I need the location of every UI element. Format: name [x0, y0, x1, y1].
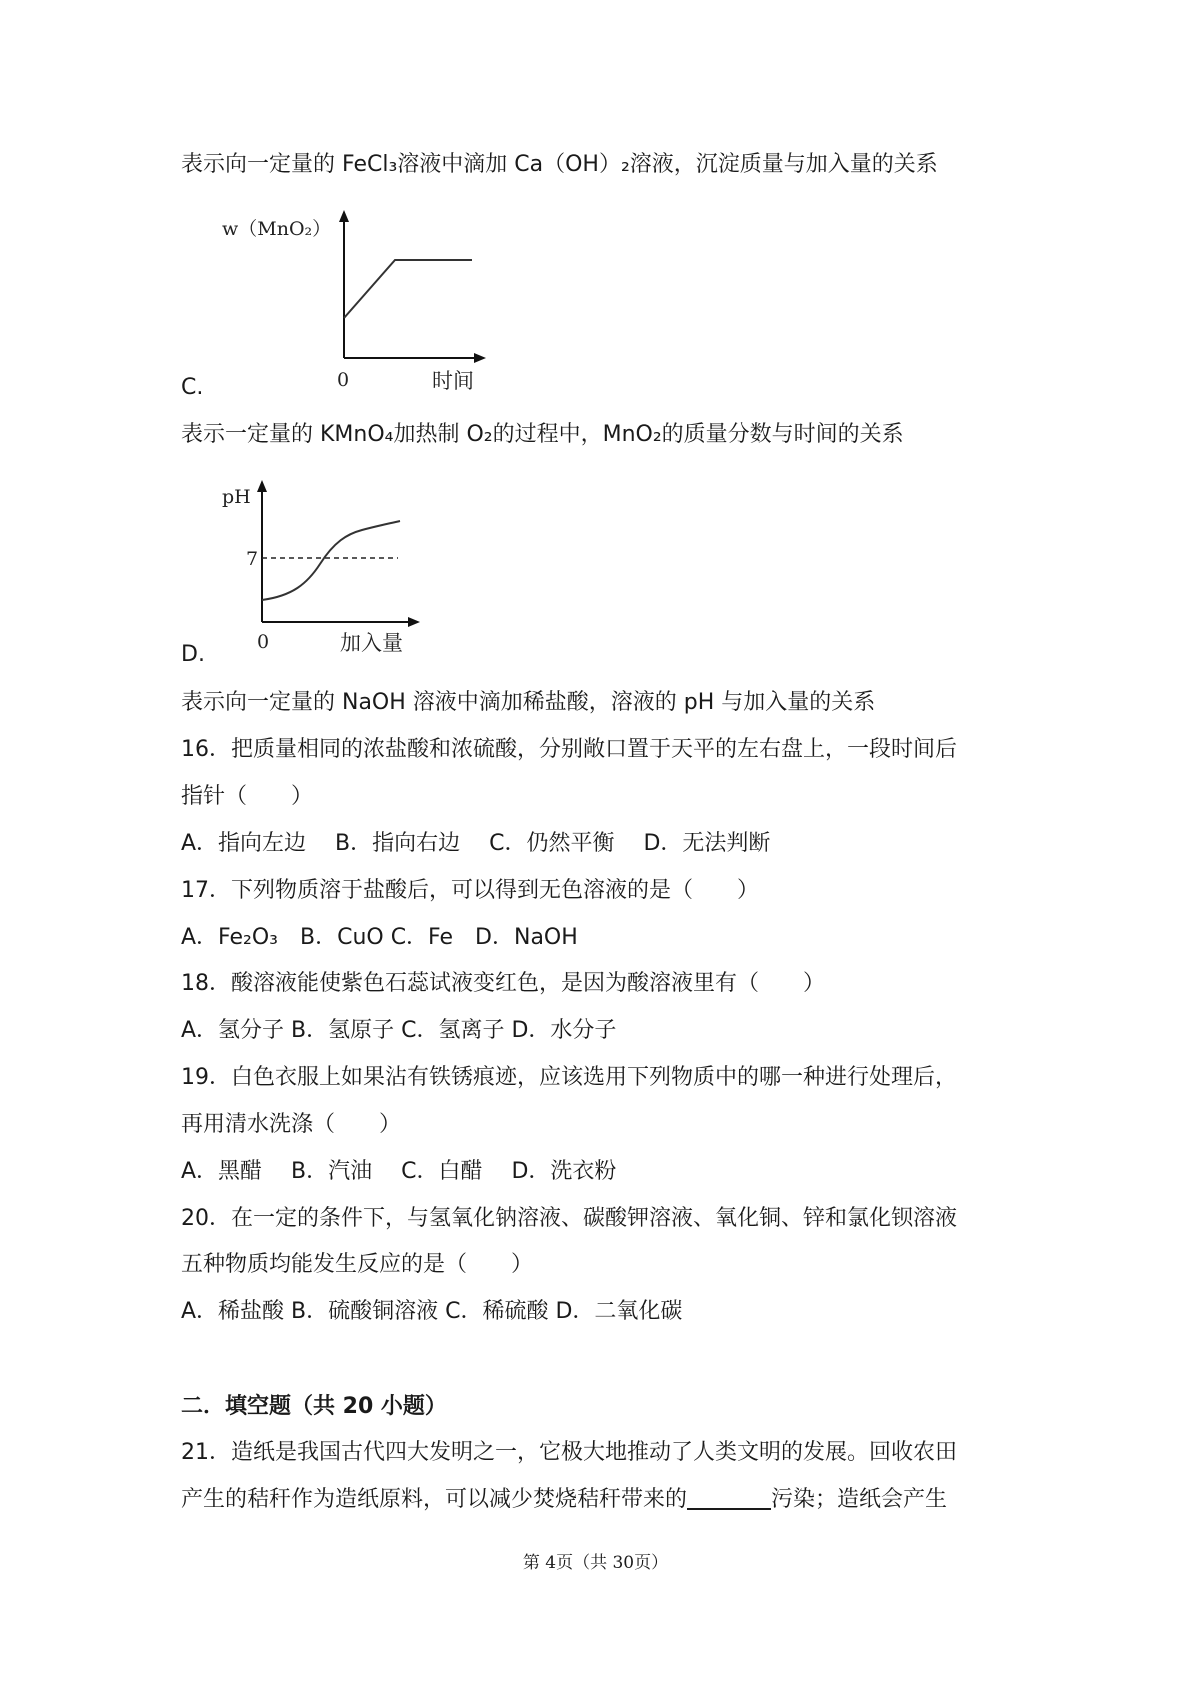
- origin-label: 0: [257, 631, 270, 653]
- text-line: 表示一定量的 KMnO₄加热制 O₂的过程中，MnO₂的质量分数与时间的关系: [181, 422, 904, 447]
- text-line: 表示向一定量的 NaOH 溶液中滴加稀盐酸，溶液的 pH 与加入量的关系: [181, 690, 876, 715]
- x-axis-arrow: [408, 617, 420, 627]
- y-axis-label: w（MnO₂）: [222, 218, 332, 240]
- graph-d: [212, 476, 422, 656]
- question-17-options: A．Fe₂O₃ B．CuO C．Fe D．NaOH: [181, 925, 578, 950]
- question-21-cont: [181, 1485, 947, 1515]
- y-axis-arrow: [339, 210, 349, 222]
- question-18-options: A．氢分子 B．氢原子 C．氢离子 D．水分子: [181, 1018, 617, 1043]
- section-heading: 二．填空题（共 20 小题）: [181, 1394, 447, 1419]
- x-axis-label: 时间: [432, 369, 474, 393]
- answer-blank[interactable]: [687, 1486, 771, 1510]
- question-21-text-b: 污染；造纸会产生: [771, 1487, 948, 1512]
- graph-c-svg: [212, 208, 492, 398]
- question-16: 16．把质量相同的浓盐酸和浓硫酸，分别敞口置于天平的左右盘上，一段时间后: [181, 737, 957, 762]
- origin-label: 0: [337, 369, 350, 391]
- y-axis-label: pH: [222, 486, 251, 508]
- question-19-options: A．黑醋 B．汽油 C．白醋 D．洗衣粉: [181, 1159, 617, 1184]
- ph7-label: 7: [246, 548, 259, 570]
- y-axis-arrow: [257, 480, 267, 492]
- page-footer: 第 4页（共 30页）: [522, 1553, 669, 1573]
- graph-d-svg: [212, 476, 422, 656]
- ph-curve: [262, 521, 400, 600]
- question-19-cont: 再用清水洗涤（ ）: [181, 1112, 402, 1137]
- mno2-curve: [344, 260, 472, 318]
- text-line: 表示向一定量的 FeCl₃溶液中滴加 Ca（OH）₂溶液，沉淀质量与加入量的关系: [181, 152, 938, 177]
- question-21: 21．造纸是我国古代四大发明之一，它极大地推动了人类文明的发展。回收农田: [181, 1440, 957, 1465]
- option-c-label: C.: [181, 375, 204, 400]
- question-20-cont: 五种物质均能发生反应的是（ ）: [181, 1252, 534, 1277]
- question-21-text-a: 产生的秸秆作为造纸原料，可以减少焚烧秸秆带来的: [181, 1487, 688, 1512]
- option-d-label: D.: [181, 642, 205, 667]
- question-20-options: A．稀盐酸 B．硫酸铜溶液 C．稀硫酸 D．二氧化碳: [181, 1299, 683, 1324]
- x-axis-label: 加入量: [340, 631, 403, 655]
- question-16-cont: 指针（ ）: [181, 784, 314, 809]
- question-18: 18．酸溶液能使紫色石蕊试液变红色，是因为酸溶液里有（ ）: [181, 971, 825, 996]
- question-16-options: A．指向左边 B．指向右边 C．仍然平衡 D．无法判断: [181, 831, 771, 856]
- question-17: 17．下列物质溶于盐酸后，可以得到无色溶液的是（ ）: [181, 878, 759, 903]
- question-20: 20．在一定的条件下，与氢氧化钠溶液、碳酸钾溶液、氧化铜、锌和氯化钡溶液: [181, 1206, 957, 1231]
- graph-c: [212, 208, 492, 398]
- question-19: 19．白色衣服上如果沾有铁锈痕迹，应该选用下列物质中的哪一种进行处理后，: [181, 1065, 957, 1090]
- x-axis-arrow: [474, 353, 486, 363]
